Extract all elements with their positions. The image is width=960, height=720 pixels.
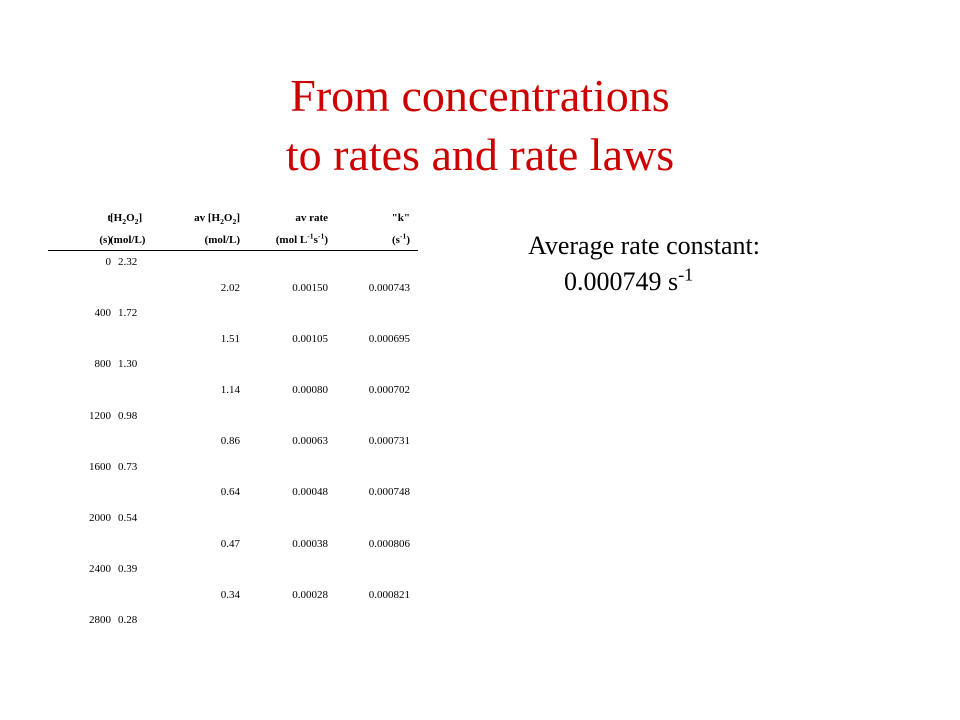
cell-average-rate: 0.00028	[292, 588, 328, 601]
cell-average-rate: 0.00048	[292, 486, 328, 499]
cell-average-concentration: 1.51	[220, 332, 240, 345]
unit-rate-sup: -1	[307, 231, 314, 241]
cell-average-concentration: 0.47	[220, 537, 240, 550]
header-conc-part: [H	[110, 212, 123, 224]
header-conc-sub: 2	[122, 217, 127, 227]
average-rate-constant-number: 0.000749 s	[564, 267, 679, 296]
cell-k: 0.000806	[368, 537, 410, 550]
cell-t: 2800	[89, 614, 111, 627]
header-k: "k"	[391, 212, 410, 224]
header-average-concentration	[194, 212, 240, 227]
header-av-sub: 2	[220, 217, 224, 227]
unit-rate-part: (mol L	[275, 234, 308, 246]
title-line-1: From concentrations	[290, 70, 670, 121]
cell-concentration: 0.28	[118, 614, 138, 627]
header-av-part: O	[223, 212, 233, 224]
table-body	[48, 251, 418, 635]
cell-average-concentration: 2.02	[220, 281, 240, 294]
table-row	[48, 507, 418, 533]
cell-average-rate: 0.00105	[292, 332, 328, 345]
unit-concentration: (mol/L)	[110, 234, 146, 246]
table-row	[48, 328, 418, 354]
cell-concentration: 1.72	[118, 307, 138, 320]
unit-rate-part: s	[313, 234, 318, 246]
cell-k: 0.000695	[368, 332, 410, 345]
rate-data-table	[48, 208, 418, 635]
average-rate-constant	[528, 228, 760, 300]
cell-average-concentration: 0.64	[220, 486, 240, 499]
cell-t: 1600	[89, 460, 111, 473]
cell-k: 0.000743	[368, 281, 410, 294]
header-concentration	[110, 212, 143, 227]
cell-k: 0.000748	[368, 486, 410, 499]
header-av-part: ]	[236, 212, 240, 224]
cell-t: 800	[94, 358, 111, 371]
table-row	[48, 481, 418, 507]
slide-title	[0, 66, 960, 184]
table-header-row	[48, 208, 418, 230]
table-row	[48, 584, 418, 610]
cell-t: 2000	[89, 511, 111, 524]
cell-t: 2400	[89, 563, 111, 576]
cell-concentration: 0.98	[118, 409, 138, 422]
unit-k-part: (s	[391, 234, 400, 246]
header-av-sub: 2	[232, 217, 237, 227]
table-units-row	[48, 230, 418, 251]
cell-t: 1200	[89, 409, 111, 422]
table-row	[48, 251, 418, 277]
table-row	[48, 609, 418, 635]
average-rate-constant-value	[528, 264, 760, 300]
cell-k: 0.000821	[368, 588, 410, 601]
table-row	[48, 558, 418, 584]
average-rate-constant-label: Average rate constant:	[528, 231, 760, 260]
cell-t: 0	[105, 256, 111, 268]
header-conc-sub: 2	[134, 217, 139, 227]
cell-t: 400	[94, 307, 111, 320]
cell-average-rate: 0.00063	[292, 435, 328, 448]
cell-k: 0.000702	[368, 383, 410, 396]
unit-rate-sup: -1	[317, 231, 325, 241]
header-conc-part: O	[126, 212, 135, 224]
cell-average-rate: 0.00038	[292, 537, 328, 550]
unit-k-sup: -1	[399, 231, 407, 241]
cell-average-concentration: 0.86	[220, 435, 240, 448]
header-av-part: av [H	[194, 212, 221, 224]
unit-rate	[275, 231, 328, 246]
table-row	[48, 379, 418, 405]
header-t: t	[107, 212, 111, 224]
table-row	[48, 405, 418, 431]
table-row	[48, 533, 418, 559]
cell-concentration: 0.54	[118, 511, 138, 524]
cell-k: 0.000731	[368, 435, 410, 448]
cell-concentration: 1.30	[118, 358, 138, 371]
table-row	[48, 430, 418, 456]
title-line-2: to rates and rate laws	[285, 129, 675, 180]
table-row	[48, 302, 418, 328]
cell-concentration: 0.39	[118, 563, 138, 576]
cell-average-concentration: 0.34	[220, 588, 240, 601]
table-row	[48, 277, 418, 303]
cell-average-concentration: 1.14	[220, 383, 240, 396]
unit-k	[391, 231, 410, 246]
header-average-rate: av rate	[295, 212, 328, 224]
unit-rate-part: )	[324, 234, 328, 246]
unit-k-part: )	[406, 234, 410, 246]
cell-concentration: 2.32	[118, 256, 138, 268]
unit-t: (s)	[99, 234, 111, 246]
table-row	[48, 353, 418, 379]
unit-average-concentration: (mol/L)	[204, 234, 240, 246]
header-conc-part: ]	[138, 212, 143, 224]
average-rate-constant-exponent: -1	[678, 264, 694, 285]
table-row	[48, 456, 418, 482]
cell-concentration: 0.73	[118, 460, 138, 473]
cell-average-rate: 0.00150	[292, 281, 328, 294]
cell-average-rate: 0.00080	[292, 383, 328, 396]
